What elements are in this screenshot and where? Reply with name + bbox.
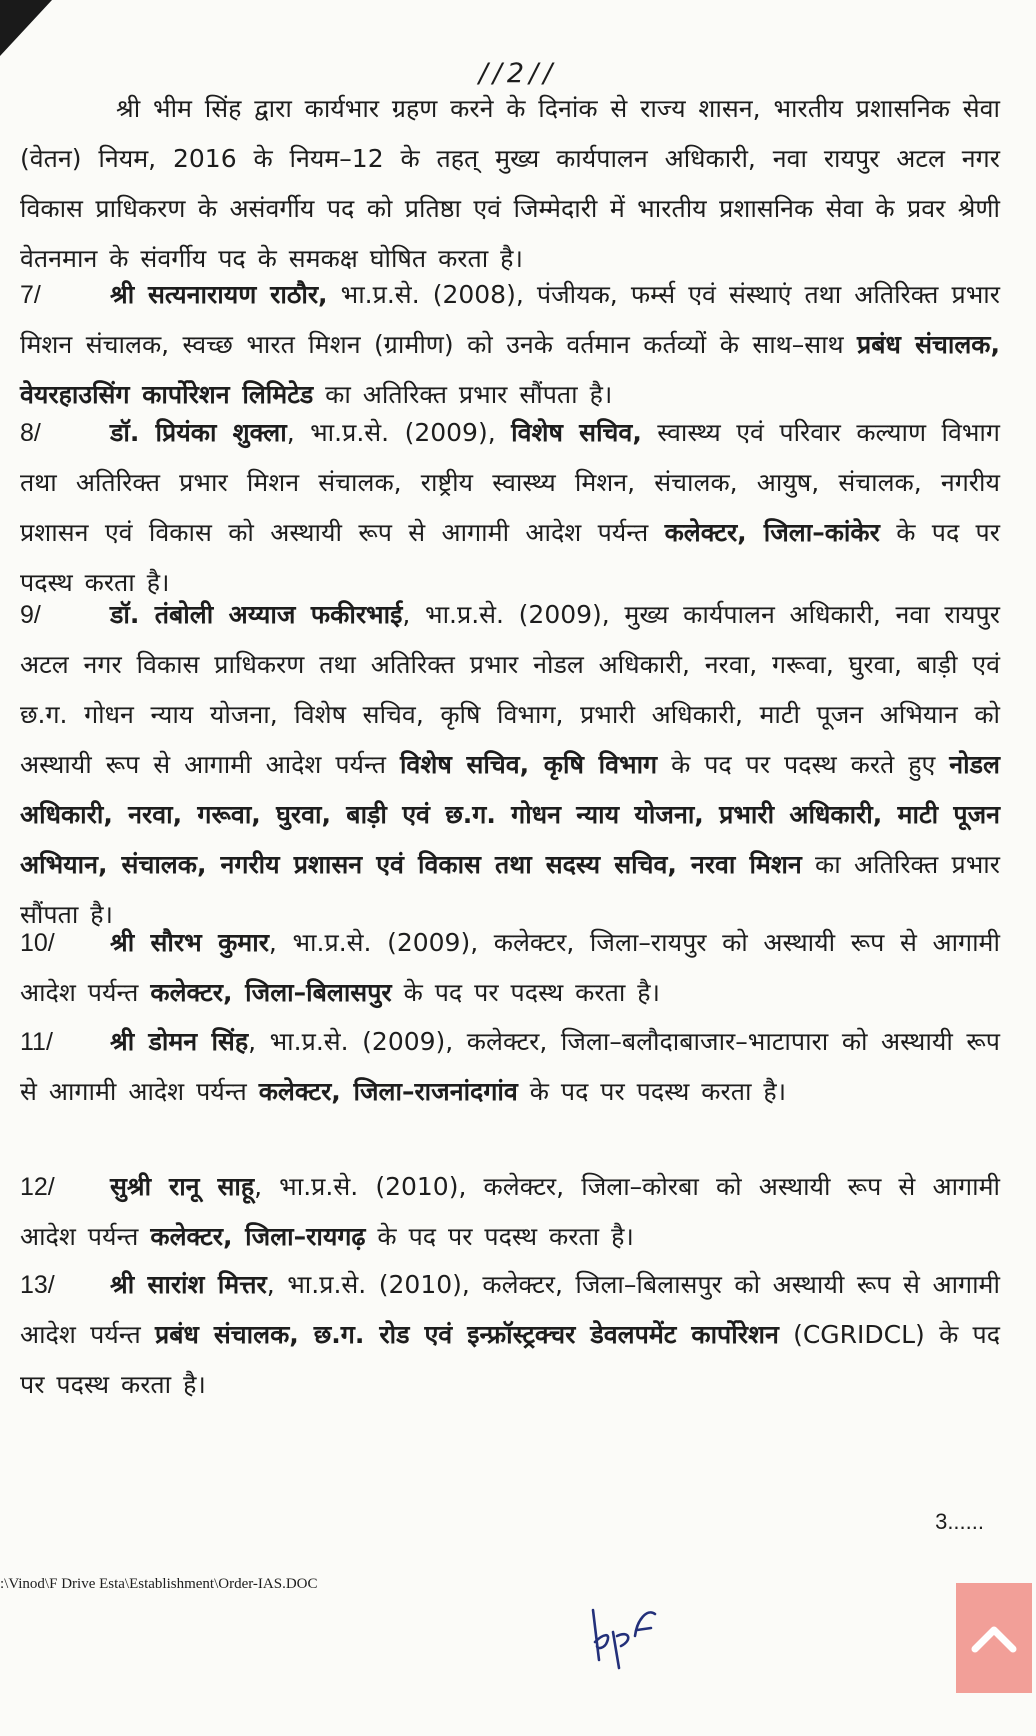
posting-title: कलेक्टर, जिला–बिलासपुर: [150, 978, 392, 1007]
officer-name: डॉ. तंबोली अय्याज फकीरभाई: [110, 600, 403, 629]
posting-title: कलेक्टर, जिला–रायगढ़: [150, 1222, 366, 1251]
continued-marker: 3......: [935, 1509, 984, 1534]
file-path: :\Vinod\F Drive Esta\Establishment\Order-IAS.DOC: [0, 1576, 318, 1592]
page-corner-fold: [0, 0, 52, 56]
scroll-to-top-button[interactable]: [956, 1583, 1032, 1693]
officer-name: श्री सौरभ कुमार: [110, 928, 269, 957]
item-number: 8/: [20, 419, 41, 447]
order-item-12: 12/ सुश्री रानू साहू, भा.प्र.से. (2010), कलेक्टर, जिला–कोरबा को अस्थायी रूप से आगामी आदेश पर्यन्त कलेक्टर, जिला–रायगढ़ के पद पर पदस्थ करता है।: [20, 1162, 1000, 1262]
posting-title: कलेक्टर, जिला–कांकेर: [664, 518, 880, 547]
order-item-11: 11/ श्री डोमन सिंह, भा.प्र.से. (2009), कलेक्टर, जिला–बलौदाबाजार–भाटापारा को अस्थायी रूप से आगामी आदेश पर्यन्त कलेक्टर, जिला–राजनांदगांव के पद पर पदस्थ करता है।: [20, 1017, 1000, 1117]
page-number: //2//: [478, 58, 558, 89]
officer-name: श्री डोमन सिंह: [110, 1027, 249, 1056]
order-item-7: 7/ श्री सत्यनारायण राठौर, भा.प्र.से. (2008), पंजीयक, फर्म्स एवं संस्थाएं तथा अतिरिक्त प्रभार मिशन संचालक, स्वच्छ भारत मिशन (ग्रामीण) को उनके वर्तमान कर्तव्यों के साथ–साथ प्रबंध संचालक, वेयरहाउसिंग कार्पोरेशन लिमिटेड का अतिरिक्त प्रभार सौंपता है।: [20, 270, 1000, 420]
order-item-8: 8/ डॉ. प्रियंका शुक्ला, भा.प्र.से. (2009), विशेष सचिव, स्वास्थ्य एवं परिवार कल्याण विभाग तथा अतिरिक्त प्रभार मिशन संचालक, राष्ट्रीय स्वास्थ्य मिशन, संचालक, आयुष, संचालक, नगरीय प्रशासन एवं विकास को अस्थायी रूप से आगामी आदेश पर्यन्त कलेक्टर, जिला–कांकेर के पद पर पदस्थ करता है।: [20, 408, 1000, 608]
posting-title: प्रबंध संचालक, वेयरहाउसिंग कार्पोरेशन लिमिटेड: [20, 330, 1000, 409]
chevron-up-icon: [970, 1623, 1018, 1653]
officer-name: डॉ. प्रियंका शुक्ला: [110, 418, 287, 447]
intro-paragraph: श्री भीम सिंह द्वारा कार्यभार ग्रहण करने के दिनांक से राज्य शासन, भारतीय प्रशासनिक सेवा (वेतन) नियम, 2016 के नियम–12 के तहत् मुख्य कार्यपालन अधिकारी, नवा रायपुर अटल नगर विकास प्राधिकरण के असंवर्गीय पद को प्रतिष्ठा एवं जिम्मेदारी में भारतीय प्रशासनिक सेवा के प्रवर श्रेणी वेतनमान के संवर्गीय पद के समकक्ष घोषित करता है।: [20, 94, 1000, 273]
item-number: 10/: [20, 929, 55, 957]
posting-title: प्रबंध संचालक, छ.ग. रोड एवं इन्फ्रॉस्ट्रक्चर डेवलपमेंट कार्पोरेशन: [154, 1320, 779, 1349]
additional-charge: नोडल अधिकारी, नरवा, गरूवा, घुरवा, बाड़ी एवं छ.ग. गोधन न्याय योजना, प्रभारी अधिकारी, माटी पूजन अभियान, संचालक, नगरीय प्रशासन एवं विकास तथा सदस्य सचिव, नरवा मिशन: [20, 750, 1000, 879]
item-number: 7/: [20, 281, 41, 309]
item-number: 13/: [20, 1271, 55, 1299]
item-number: 11/: [20, 1028, 53, 1056]
order-item-9: 9/ डॉ. तंबोली अय्याज फकीरभाई, भा.प्र.से. (2009), मुख्य कार्यपालन अधिकारी, नवा रायपुर अटल नगर विकास प्राधिकरण तथा अतिरिक्त प्रभार नोडल अधिकारी, नरवा, गरूवा, घुरवा, बाड़ी एवं छ.ग. गोधन न्याय योजना, विशेष सचिव, कृषि विभाग, प्रभारी अधिकारी, माटी पूजन अभियान को अस्थायी रूप से आगामी आदेश पर्यन्त विशेष सचिव, कृषि विभाग के पद पर पदस्थ करते हुए नोडल अधिकारी, नरवा, गरूवा, घुरवा, बाड़ी एवं छ.ग. गोधन न्याय योजना, प्रभारी अधिकारी, माटी पूजन अभियान, संचालक, नगरीय प्रशासन एवं विकास तथा सदस्य सचिव, नरवा मिशन का अतिरिक्त प्रभार सौंपता है।: [20, 590, 1000, 940]
officer-name: श्री सारांश मित्तर: [110, 1270, 267, 1299]
item-number: 12/: [20, 1173, 55, 1201]
signature: [585, 1590, 685, 1670]
order-item-13: 13/ श्री सारांश मित्तर, भा.प्र.से. (2010), कलेक्टर, जिला–बिलासपुर को अस्थायी रूप से आगामी आदेश पर्यन्त प्रबंध संचालक, छ.ग. रोड एवं इन्फ्रॉस्ट्रक्चर डेवलपमेंट कार्पोरेशन (CGRIDCL) के पद पर पदस्थ करता है।: [20, 1260, 1000, 1410]
posting-title: कलेक्टर, जिला–राजनांदगांव: [258, 1077, 518, 1106]
officer-name: श्री सत्यनारायण राठौर,: [110, 280, 328, 309]
posting-title: विशेष सचिव, कृषि विभाग: [399, 750, 658, 779]
order-item-10: 10/ श्री सौरभ कुमार, भा.प्र.से. (2009), कलेक्टर, जिला–रायपुर को अस्थायी रूप से आगामी आदेश पर्यन्त कलेक्टर, जिला–बिलासपुर के पद पर पदस्थ करता है।: [20, 918, 1000, 1018]
officer-name: सुश्री रानू साहू: [110, 1172, 255, 1201]
item-number: 9/: [20, 601, 41, 629]
posting-title: विशेष सचिव,: [511, 418, 642, 447]
